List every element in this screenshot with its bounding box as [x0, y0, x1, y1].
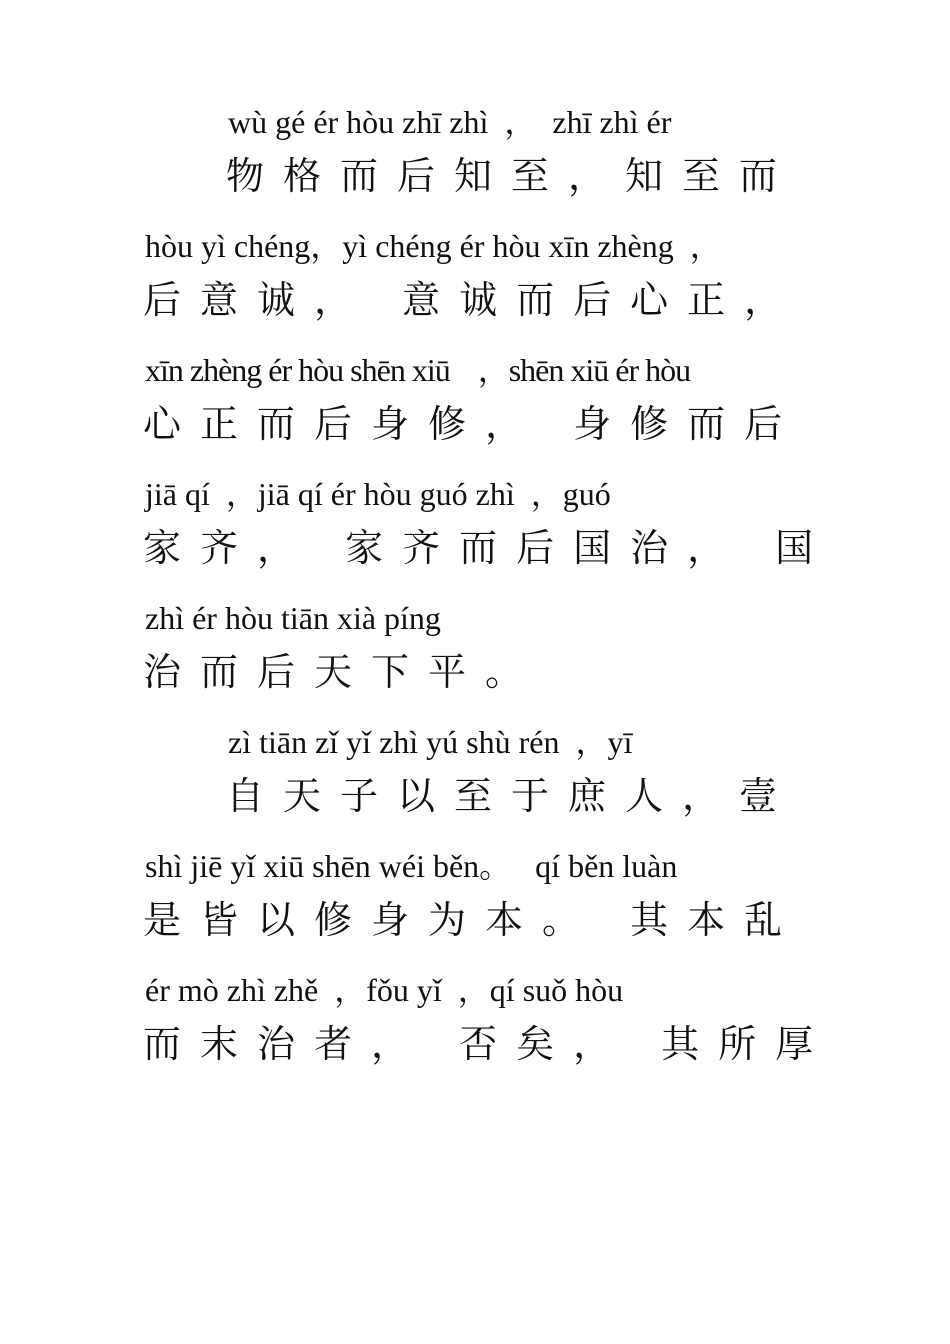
- pinyin-line-1: wù gé ér hòu zhī zhì ， zhī zhì ér: [228, 104, 672, 140]
- hanzi-line-5: 治而后天下平。: [143, 650, 543, 694]
- hanzi-line-8: 而末治者， 否矣， 其所厚: [143, 1022, 833, 1066]
- hanzi-line-6: 自天子以至于庶人，壹: [226, 774, 797, 818]
- pinyin-line-2: hòu yì chéng，yì chéng ér hòu xīn zhèng ，: [145, 228, 722, 264]
- hanzi-line-3: 心正而后身修， 身修而后: [143, 402, 802, 446]
- pinyin-line-4: jiā qí ，jiā qí ér hòu guó zhì ，guó: [145, 476, 611, 512]
- hanzi-line-2: 后意诚， 意诚而后心正，: [143, 278, 802, 322]
- hanzi-line-7: 是皆以修身为本。 其本乱: [143, 898, 802, 942]
- pinyin-line-5: zhì ér hòu tiān xià píng: [145, 600, 441, 636]
- hanzi-line-1: 物格而后知至，知至而: [226, 154, 797, 198]
- pinyin-line-3: xīn zhèng ér hòu shēn xiū ，shēn xiū ér hòu: [145, 352, 691, 388]
- pinyin-line-7: shì jiē yǐ xiū shēn wéi běn。 qí běn luàn: [145, 848, 678, 884]
- pinyin-line-8: ér mò zhì zhě ，fǒu yǐ ，qí suǒ hòu: [145, 972, 624, 1008]
- hanzi-line-4: 家齐， 家齐而后国治， 国: [143, 526, 833, 570]
- pinyin-line-6: zì tiān zǐ yǐ zhì yú shù rén ，yī: [228, 724, 633, 760]
